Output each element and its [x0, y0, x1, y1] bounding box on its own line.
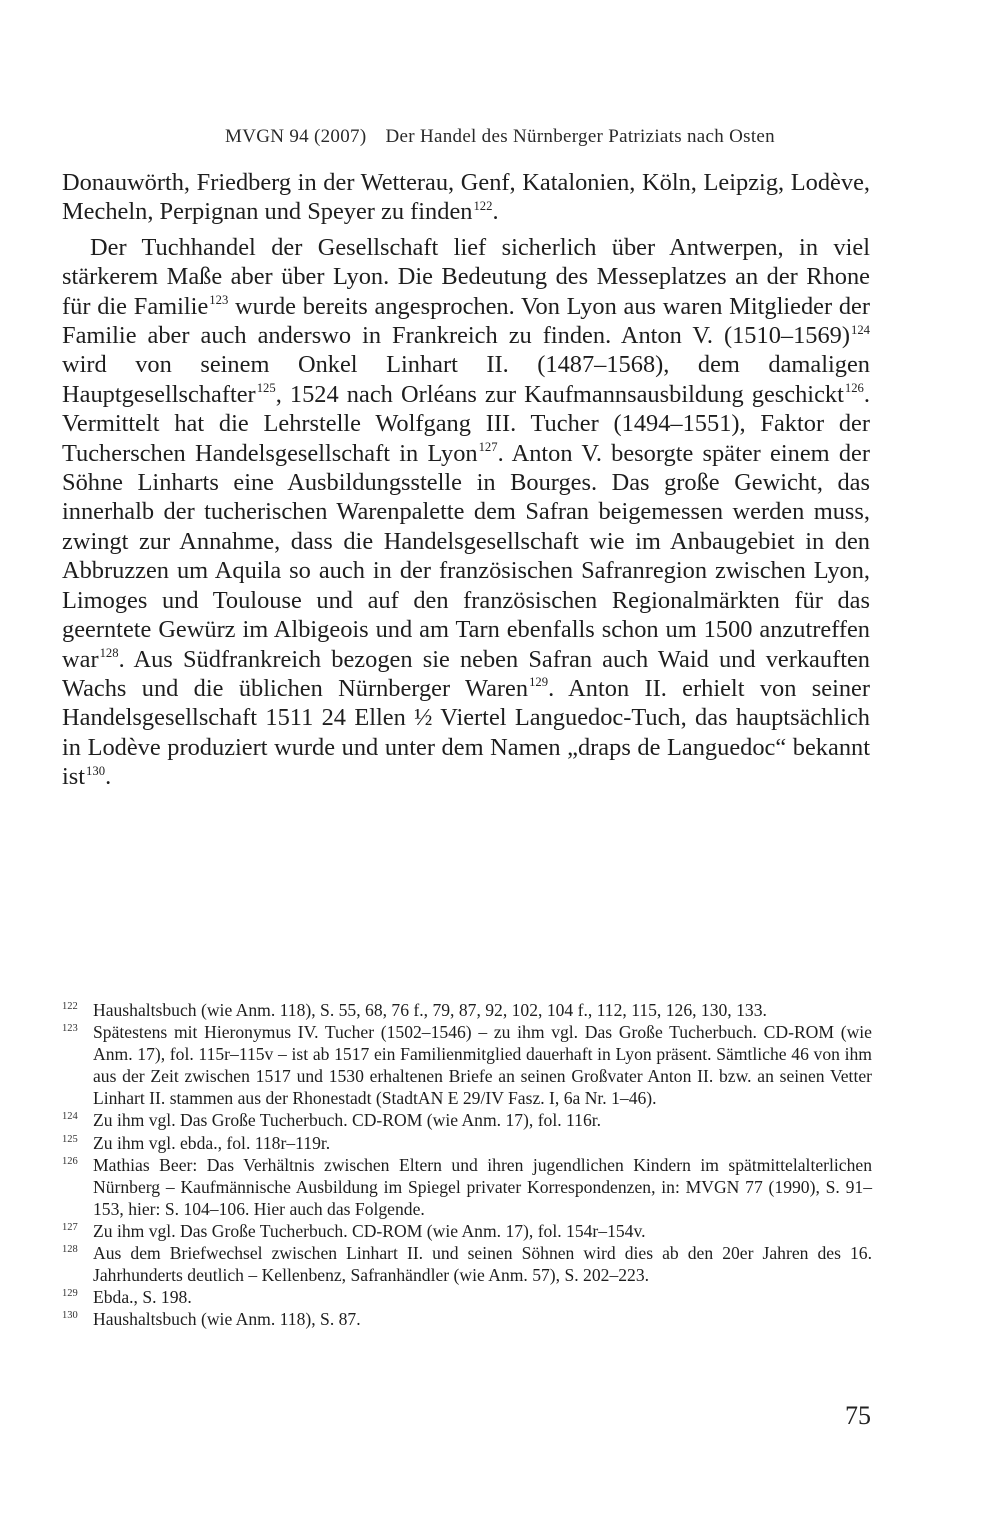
- body-text: [62, 168, 870, 792]
- footnote-number: 123: [62, 1023, 78, 1035]
- footnote-text: Mathias Beer: Das Verhältnis zwischen Eltern und ihren jugendlichen Kindern im spätmittelalterlichen Nürnberg – Kaufmännische Ausbildung im Spiegel privater Korrespondenzen, in: MVGN 77 (1990), S. 91–153, hier: S. 104–106. Hier auch das Folgende.: [93, 1154, 872, 1219]
- footnote-text: Aus dem Briefwechsel zwischen Linhart II. und seinen Söhnen wird dies ab den 20er Jahren des 16. Jahrhunderts deutlich – Kellenbenz, Safranhändler (wie Anm. 57), S. 202–223.: [93, 1243, 872, 1286]
- footnote-text: Zu ihm vgl. Das Große Tucherbuch. CD-ROM (wie Anm. 17), fol. 154r–154v.: [93, 1220, 646, 1241]
- running-header: [0, 126, 1000, 148]
- text-run: , 1524 nach Orléans zur Kaufmannsausbildung geschickt: [275, 380, 844, 408]
- footnote: [62, 1286, 872, 1308]
- text-run: wurde bereits angesprochen. Von Lyon aus waren Mitglieder der Familie aber auch anderswo in Frankreich zu finden. Anton V. (1510–1569): [62, 292, 871, 350]
- footnote-text: Haushaltsbuch (wie Anm. 118), S. 87.: [93, 1309, 361, 1330]
- footnote-text: Spätestens mit Hieronymus IV. Tucher (1502–1546) – zu ihm vgl. Das Große Tucherbuch. CD-ROM (wie Anm. 17), fol. 115r–115v – ist ab 1517 ein Familienmitglied dauerhaft in Lyon präsent. Sämtliche 46 von ihm aus der Zeit zwischen 1517 und 1530 erhaltenen Briefe an seinen Großvater Anton II. bzw. an seinen Vetter Linhart II. stammen aus der Rhonestadt (StadtAN E 29/IV Fasz. I, 6a Nr. 1–46).: [93, 1022, 872, 1109]
- footnote-ref-126: 126: [844, 381, 864, 396]
- footnote-ref-130: 130: [86, 763, 106, 778]
- footnotes: [62, 999, 872, 1330]
- footnote-number: 129: [62, 1288, 78, 1300]
- text-run: Der Tuchhandel der Gesellschaft lief sicherlich über Antwerpen, in viel stärkerem Maße aber über Lyon. Die Bedeutung des Messeplatzes an der Rhone für die Familie: [62, 233, 870, 320]
- footnote-text: Zu ihm vgl. Das Große Tucherbuch. CD-ROM (wie Anm. 17), fol. 116r.: [93, 1110, 602, 1131]
- footnote-ref-129: 129: [529, 675, 549, 690]
- footnote-text: Ebda., S. 198.: [93, 1287, 192, 1308]
- paragraph-2: [62, 233, 870, 792]
- footnote: [62, 1308, 872, 1330]
- text-run: .: [492, 198, 499, 226]
- footnote-ref-125: 125: [256, 381, 276, 396]
- footnote-ref-128: 128: [99, 645, 119, 660]
- footnote-number: 125: [62, 1133, 78, 1145]
- footnote-ref-122: 122: [473, 198, 493, 213]
- text-run: . Anton II. erhielt von seiner Handelsgesellschaft 1511 24 Ellen ½ Viertel Languedoc-Tuch, das hauptsächlich in Lodève produziert wurde und unter dem Namen „draps de Languedoc“ bekannt ist: [62, 674, 870, 791]
- footnote-ref-127: 127: [478, 440, 498, 455]
- footnote: [62, 1109, 872, 1131]
- footnote: [62, 1220, 872, 1242]
- text-run: . Vermittelt hat die Lehrstelle Wolfgang III. Tucher (1494–1551), Faktor der Tucherschen Handelsgesellschaft in Lyon: [62, 380, 870, 467]
- footnote: [62, 1021, 872, 1109]
- footnote-number: 126: [62, 1155, 78, 1167]
- footnote-text: Haushaltsbuch (wie Anm. 118), S. 55, 68, 76 f., 79, 87, 92, 102, 104 f., 112, 115, 126, 130, 133.: [93, 1000, 767, 1020]
- journal-reference: MVGN 94 (2007): [225, 126, 367, 147]
- footnote-number: 128: [62, 1244, 78, 1256]
- text-run: . Anton V. besorgte später einem der Söhne Linharts eine Ausbildungsstelle in Bourges. Das große Gewicht, das innerhalb der tucherischen Warenpalette dem Safran beigemessen werden muss, zwingt zur Annahme, dass die Handelsgesellschaft wie im Anbaugebiet in den Abbruzzen um Aquila so auch in der französischen Safranregion zwischen Lyon, Limoges und Toulouse und auf den französischen Regionalmärkten für das geerntete Gewürz im Albigeois und am Tarn ebenfalls schon um 1500 anzutreffen war: [62, 439, 870, 673]
- footnote: [62, 1132, 872, 1154]
- text-run: Donauwörth, Friedberg in der Wetterau, Genf, Katalonien, Köln, Leipzig, Lodève, Mecheln, Perpignan und Speyer zu finden: [62, 169, 870, 226]
- page-number: 75: [845, 1401, 871, 1430]
- footnote-ref-123: 123: [209, 293, 229, 308]
- article-title: Der Handel des Nürnberger Patriziats nach Osten: [385, 126, 775, 147]
- text-run: . Aus Südfrankreich bezogen sie neben Safran auch Waid und verkauften Wachs und die üblichen Nürnberger Waren: [62, 645, 870, 702]
- footnote: [62, 1242, 872, 1286]
- footnote-number: 124: [62, 1111, 78, 1123]
- footnote-number: 130: [62, 1310, 78, 1322]
- text-run: .: [105, 763, 112, 791]
- text-run: wird von seinem Onkel Linhart II. (1487–1568), dem damaligen Hauptgesellschafter: [62, 351, 870, 408]
- footnote: [62, 1154, 872, 1220]
- footnote-ref-124: 124: [850, 322, 870, 337]
- footnote: [62, 999, 872, 1021]
- footnote-text: Zu ihm vgl. ebda., fol. 118r–119r.: [93, 1132, 331, 1153]
- footnote-number: 122: [62, 1001, 78, 1012]
- paragraph-1: [62, 168, 870, 227]
- footnote-number: 127: [62, 1221, 78, 1233]
